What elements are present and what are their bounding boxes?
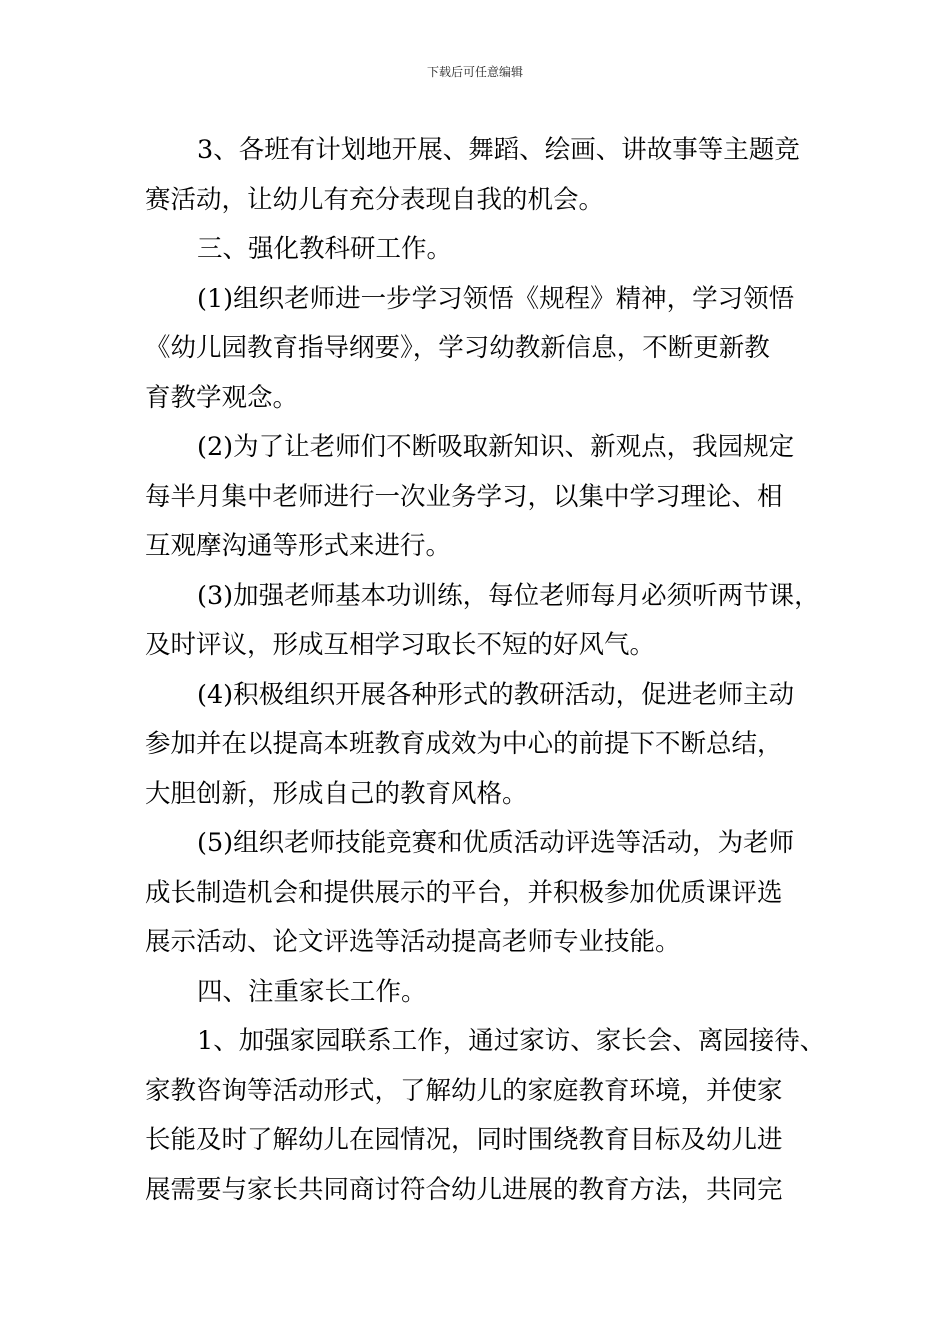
text-line: 互观摩沟通等形式来进行。	[145, 531, 452, 561]
text-line: 成长制造机会和提供展示的平台，并积极参加优质课评选	[145, 877, 783, 908]
text-line: 及时评议，形成互相学习取长不短的好风气。	[145, 630, 656, 660]
section-heading-research	[145, 225, 825, 275]
text-line: 赛活动，让幼儿有充分表现自我的机会。	[145, 184, 605, 215]
text-line: (5)组织老师技能竞赛和优质活动评选等活动，为老师	[197, 828, 795, 858]
text-line: 3、各班有计划地开展、舞蹈、绘画、讲故事等主题竞	[197, 135, 800, 165]
text-line: 1、加强家园联系工作，通过家访、家长会、离园接待、	[197, 1026, 826, 1056]
paragraph-item-1	[145, 275, 825, 424]
paragraph-item-5	[145, 819, 825, 968]
text-line: (2)为了让老师们不断吸取新知识、新观点，我园规定	[197, 432, 795, 462]
paragraph-activity-contest	[145, 126, 825, 225]
text-line: 家教咨询等活动形式，了解幼儿的家庭教育环境，并使家	[145, 1075, 783, 1106]
text-line: 每半月集中老师进行一次业务学习，以集中学习理论、相	[145, 481, 783, 512]
page-header: 下载后可任意编辑	[426, 65, 523, 79]
text-line: 展示活动、论文评选等活动提高老师专业技能。	[145, 927, 681, 957]
paragraph-home-school	[145, 1017, 825, 1215]
text-line: (4)积极组织开展各种形式的教研活动，促进老师主动	[197, 679, 795, 710]
text-line: 展需要与家长共同商讨符合幼儿进展的教育方法，共同完	[145, 1174, 783, 1205]
document-body	[145, 126, 825, 1215]
paragraph-item-3	[145, 572, 825, 671]
text-line: 大胆创新，形成自己的教育风格。	[145, 778, 528, 809]
text-line: 《幼儿园教育指导纲要》，学习幼教新信息，不断更新教	[145, 333, 770, 363]
paragraph-item-4	[145, 671, 825, 820]
text-line: 参加并在以提高本班教育成效为中心的前提下不断总结，	[145, 729, 783, 759]
text-line: (1)组织老师进一步学习领悟《规程》精神，学习领悟	[197, 283, 795, 314]
text-line: 育教学观念。	[145, 382, 299, 413]
text-line: 四、注重家长工作。	[197, 976, 427, 1007]
text-line: 长能及时了解幼儿在园情况，同时围绕教育目标及幼儿进	[145, 1125, 783, 1155]
section-heading-parents	[145, 968, 825, 1018]
text-line: (3)加强老师基本功训练，每位老师每月必须听两节课，	[197, 580, 820, 611]
paragraph-item-2	[145, 423, 825, 572]
text-line: 三、强化教科研工作。	[197, 234, 453, 264]
